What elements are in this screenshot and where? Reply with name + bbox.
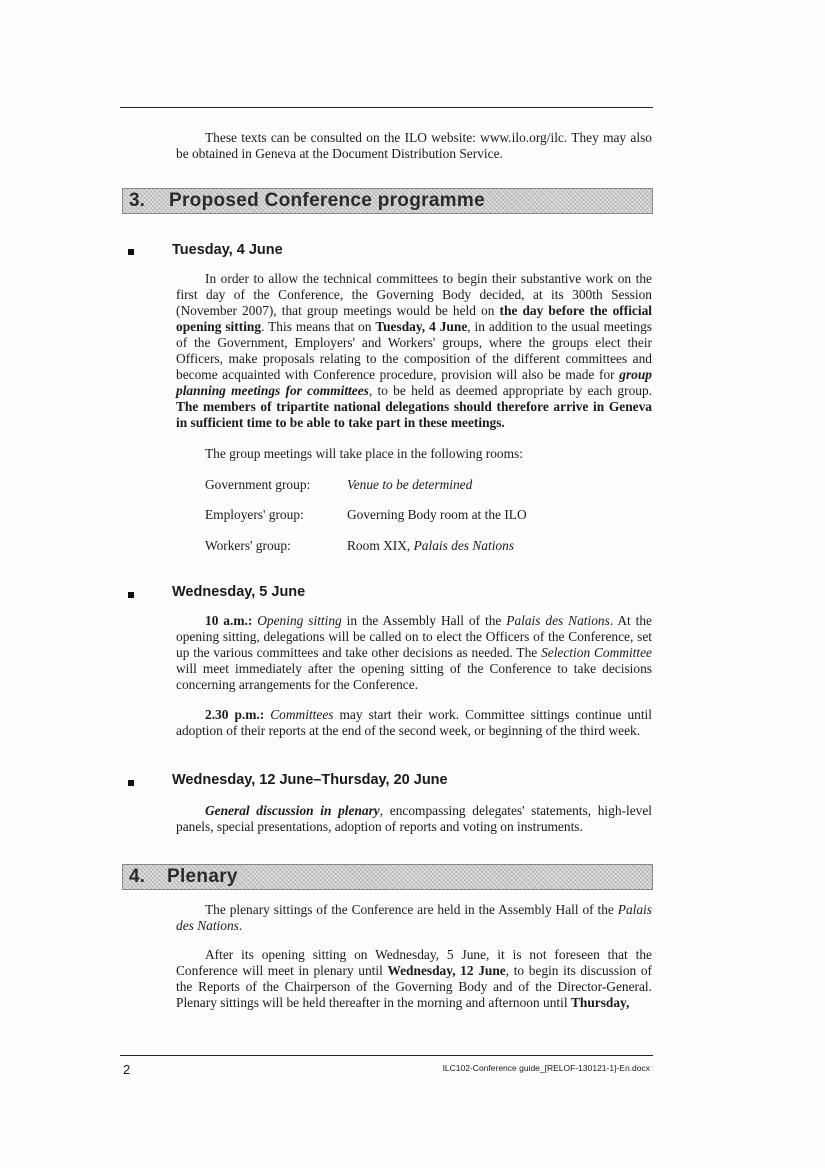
rooms-intro: The group meetings will take place in the following rooms: (205, 446, 523, 461)
header-rule (120, 107, 653, 108)
section-4-number: 4. (129, 866, 145, 887)
bullet-icon (128, 249, 134, 255)
section-3-number: 3. (129, 190, 145, 211)
section-3-banner (122, 188, 653, 214)
room-venue: Venue to be determined (347, 477, 473, 492)
plenary-paragraph-1: The plenary sittings of the Conference are held in the Assembly Hall of the Palais des Nations. (176, 902, 652, 933)
week2-paragraph: General discussion in plenary, encompassing delegates' statements, high-level panels, special presentations, adoption of reports and voting on instruments. (176, 803, 652, 834)
room-venue: Room XIX, Palais des Nations (347, 538, 515, 553)
section-4-title: Plenary (167, 866, 238, 887)
footer-rule (120, 1055, 653, 1056)
tuesday-heading: Tuesday, 4 June (172, 242, 283, 258)
intro-paragraph: These texts can be consulted on the ILO website: www.ilo.org/ilc. They may also be obtained in Geneva at the Document Distribution Service. (176, 130, 652, 161)
room-group-label: Employers' group: (205, 507, 304, 522)
bullet-icon (128, 592, 134, 598)
page-number: 2 (123, 1062, 131, 1077)
wednesday-paragraph-2: 2.30 p.m.: Committees may start their work. Committee sittings continue until adoption of their reports at the end of the second week, or beginning of the third week. (176, 707, 652, 738)
bullet-icon (128, 780, 134, 786)
plenary-paragraph-2: After its opening sitting on Wednesday, 5 June, it is not foreseen that the Conference will meet in plenary until Wednesday, 12 June, to begin its discussion of the Reports of the Chairperson of the Governing Body and of the Director-General. Plenary sittings will be held thereafter in the morning and afternoon until Thursday, (176, 947, 652, 1010)
wednesday-heading: Wednesday, 5 June (172, 584, 306, 600)
week2-heading: Wednesday, 12 June–Thursday, 20 June (172, 772, 448, 788)
section-4-banner (122, 864, 653, 890)
room-venue: Governing Body room at the ILO (347, 507, 527, 522)
footer-filename: ILC102-Conference guide_[RELOF-130121-1]-En.docx (442, 1063, 650, 1073)
room-group-label: Government group: (205, 477, 311, 492)
room-group-label: Workers' group: (205, 538, 291, 553)
section-3-title: Proposed Conference programme (169, 190, 485, 211)
wednesday-paragraph-1: 10 a.m.: Opening sitting in the Assembly Hall of the Palais des Nations. At the opening sitting, delegations will be called on to elect the Officers of the Conference, set up the various committees and take other decisions as needed. The Selection Committee will meet immediately after the opening sitting of the Conference to take decisions concerning arrangements for the Conference. (176, 613, 652, 692)
tuesday-paragraph: In order to allow the technical committees to begin their substantive work on the first day of the Conference, the Governing Body decided, at its 300th Session (November 2007), that group meetings would be held on the day before the official opening sitting. This means that on Tuesday, 4 June, in addition to the usual meetings of the Government, Employers' and Workers' groups, where the groups elect their Officers, make proposals relating to the composition of the different committees and become acquainted with Conference procedure, provision will also be made for group planning meetings for committees, to be held as deemed appropriate by each group. The members of tripartite national delegations should therefore arrive in Geneva in sufficient time to be able to take part in these meetings. (176, 271, 652, 430)
